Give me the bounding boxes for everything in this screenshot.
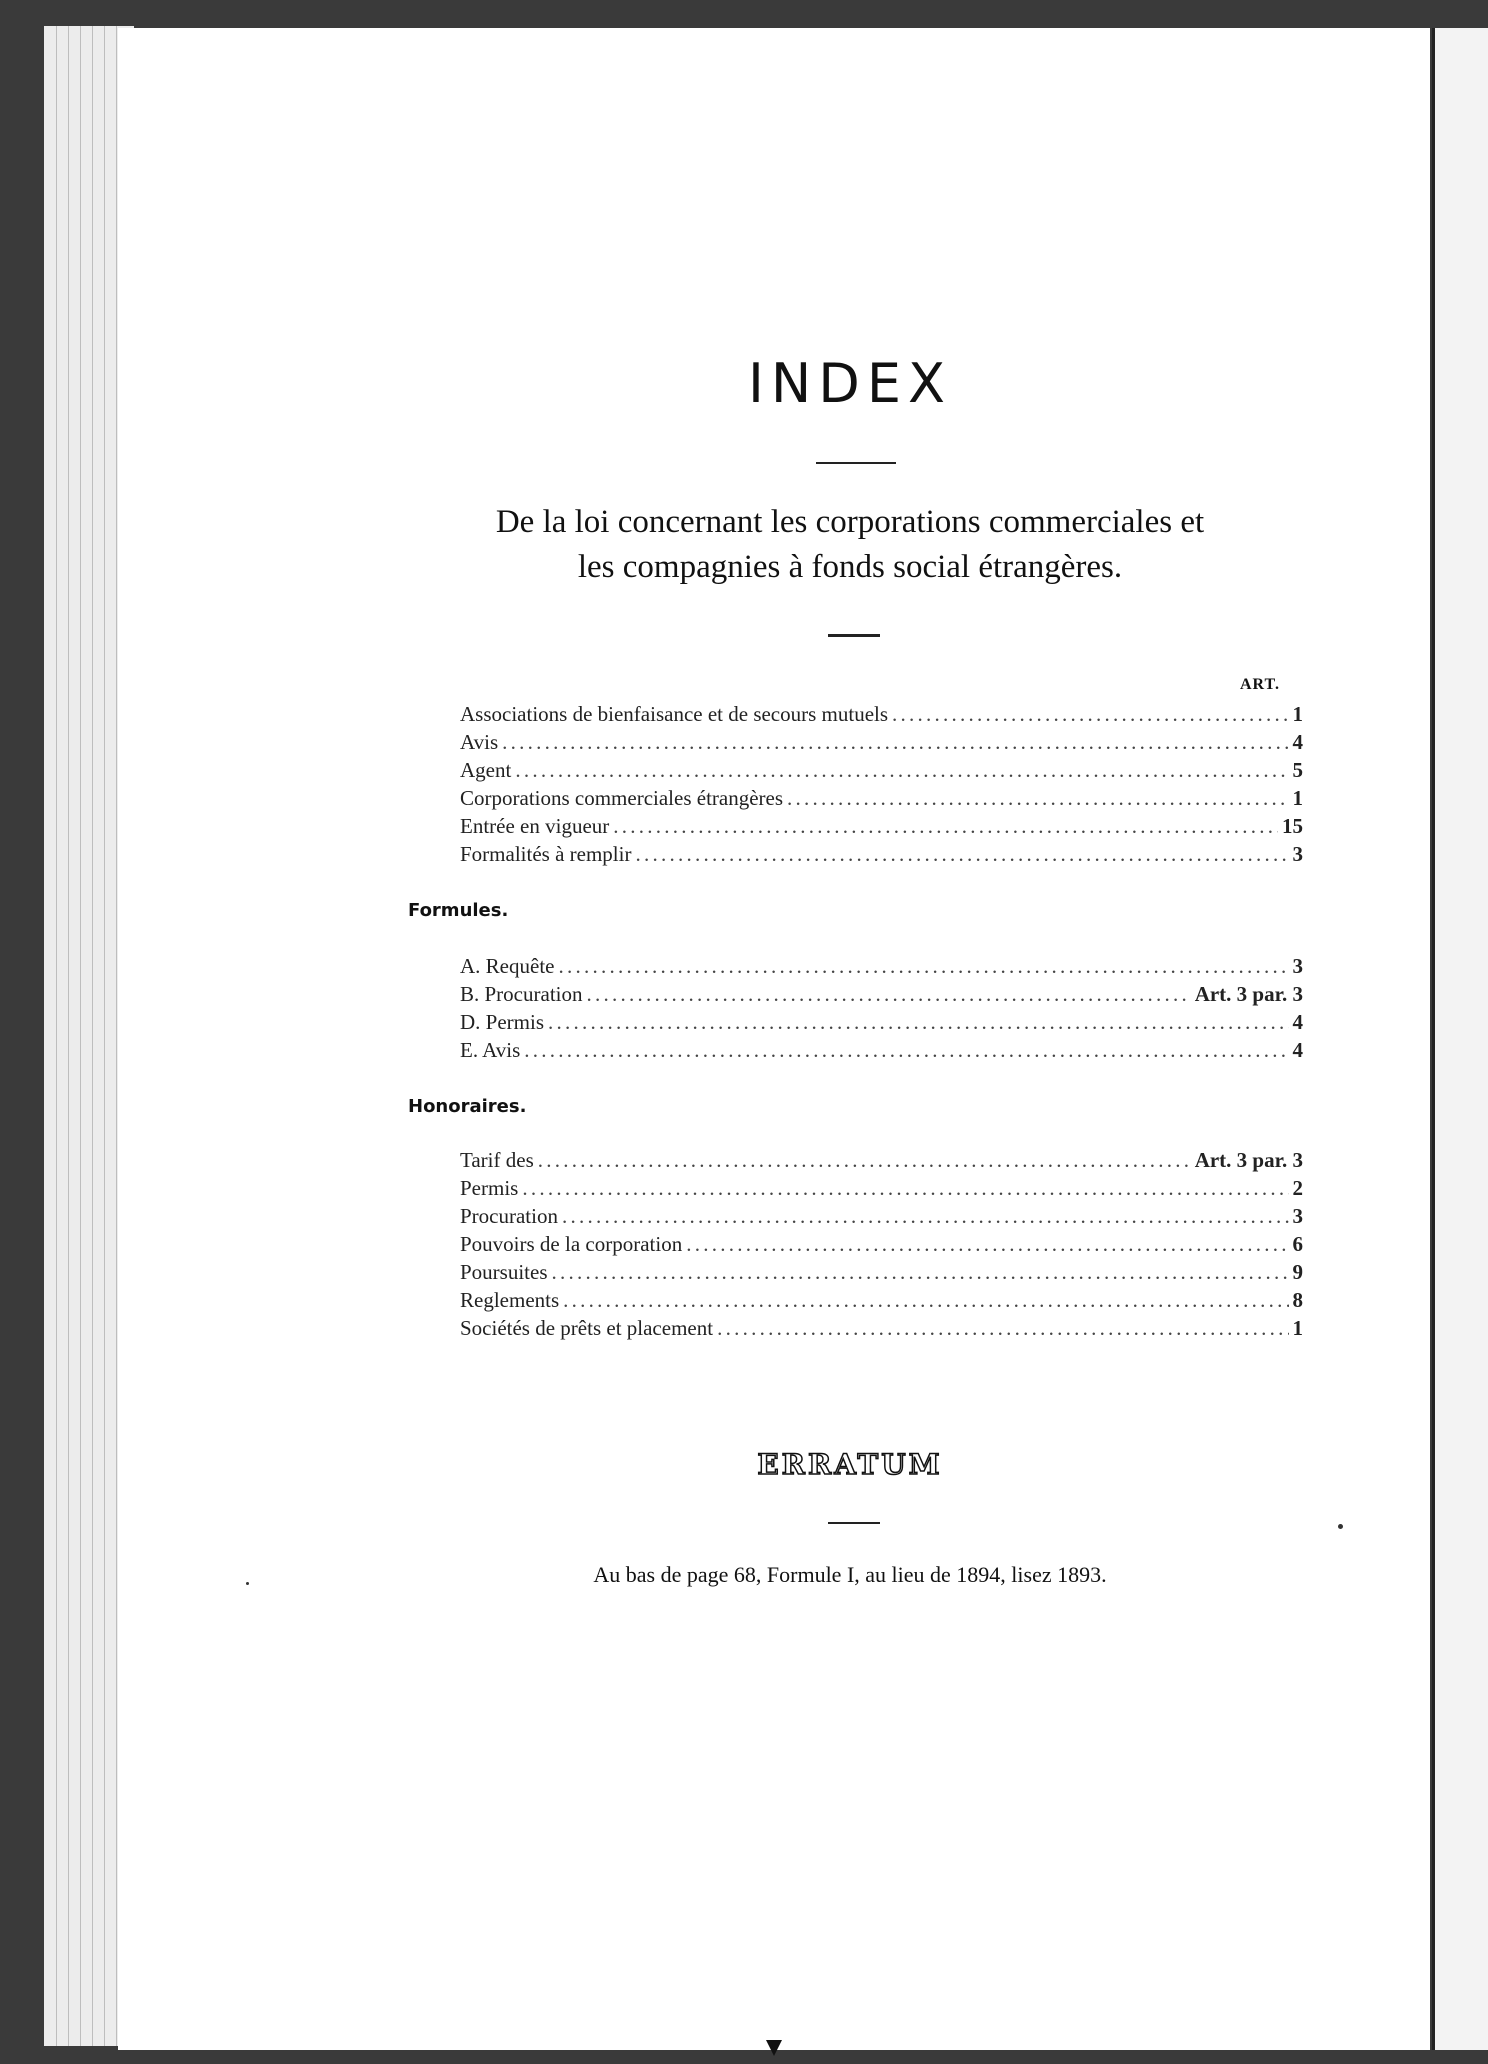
paper-speck <box>246 1582 249 1585</box>
entry-article: 5 <box>1292 758 1303 782</box>
entry-article: Art. 3 par. 3 <box>1194 1148 1303 1172</box>
page-title: INDEX <box>747 352 952 415</box>
leader-dots <box>686 1232 1288 1257</box>
index-entry <box>460 1288 1303 1316</box>
index-entry <box>460 786 1303 814</box>
entry-label: Entrée en vigueur <box>460 814 610 838</box>
leader-dots <box>586 982 1190 1007</box>
entry-article: 4 <box>1292 1038 1303 1062</box>
erratum-note: Au bas de page 68, Formule I, au lieu de 1894, lisez 1893. <box>593 1562 1107 1587</box>
entry-article: 1 <box>1292 786 1303 810</box>
leader-dots <box>522 1176 1288 1201</box>
leader-dots <box>502 730 1288 755</box>
entry-label: Sociétés de prêts et placement <box>460 1316 714 1340</box>
entry-label: Reglements <box>460 1288 560 1312</box>
subtitle <box>400 500 1300 590</box>
entry-label: Agent <box>460 758 512 782</box>
entry-article: 3 <box>1292 954 1303 978</box>
index-entry <box>460 1232 1303 1260</box>
index-entry <box>460 954 1303 982</box>
entry-label: Pouvoirs de la corporation <box>460 1232 683 1256</box>
entry-article: Art. 3 par. 3 <box>1194 982 1303 1006</box>
erratum-rule <box>828 1522 880 1524</box>
entry-label: E. Avis <box>460 1038 521 1062</box>
entry-article: 2 <box>1292 1176 1303 1200</box>
index-entry <box>460 1260 1303 1288</box>
leader-dots <box>892 702 1288 727</box>
entry-label: Formalités à remplir <box>460 842 632 866</box>
section-heading-honoraires: Honoraires. <box>408 1096 527 1117</box>
entry-label: Procuration <box>460 1204 558 1228</box>
entry-article: 4 <box>1292 730 1303 754</box>
entry-label: Poursuites <box>460 1260 548 1284</box>
index-entry <box>460 1204 1303 1232</box>
leader-dots <box>538 1148 1191 1173</box>
index-entry <box>460 1148 1303 1176</box>
entry-article: 8 <box>1292 1288 1303 1312</box>
entry-label: Avis <box>460 730 499 754</box>
art-column-header: ART. <box>1240 676 1281 693</box>
leader-dots <box>524 1038 1288 1063</box>
leader-dots <box>613 814 1278 839</box>
subtitle-rule <box>828 634 880 637</box>
entry-label: B. Procuration <box>460 982 583 1006</box>
index-entry <box>460 1010 1303 1038</box>
entry-article: 9 <box>1292 1260 1303 1284</box>
index-entry <box>460 814 1303 842</box>
index-entry <box>460 1316 1303 1344</box>
index-entry <box>460 1038 1303 1066</box>
entry-label: A. Requête <box>460 954 555 978</box>
leader-dots <box>787 786 1288 811</box>
index-entry <box>460 1176 1303 1204</box>
entry-article: 4 <box>1292 1010 1303 1034</box>
section-heading-formules: Formules. <box>408 900 509 921</box>
entry-label: Corporations commerciales étrangères <box>460 786 784 810</box>
title-rule <box>816 462 896 464</box>
index-entry <box>460 842 1303 870</box>
paper-speck <box>1338 1524 1343 1529</box>
entry-article: 1 <box>1292 702 1303 726</box>
entry-label: D. Permis <box>460 1010 544 1034</box>
entry-label: Associations de bienfaisance et de secours mutuels <box>460 702 889 726</box>
leader-dots <box>717 1316 1288 1341</box>
leader-dots <box>563 1288 1288 1313</box>
index-entry <box>460 758 1303 786</box>
leader-dots <box>558 954 1288 979</box>
entry-article: 6 <box>1292 1232 1303 1256</box>
entry-article: 1 <box>1292 1316 1303 1340</box>
entry-article: 15 <box>1282 814 1303 838</box>
erratum-heading: ERRATUM <box>757 1448 943 1481</box>
subtitle-line-1: De la loi concernant les corporations commerciales et <box>495 504 1205 540</box>
leader-dots <box>515 758 1288 783</box>
index-entry <box>460 730 1303 758</box>
leader-dots <box>562 1204 1289 1229</box>
binding-mark <box>766 2040 782 2056</box>
leader-dots <box>548 1010 1289 1035</box>
entry-label: Permis <box>460 1176 519 1200</box>
leader-dots <box>635 842 1288 867</box>
leader-dots <box>552 1260 1289 1285</box>
index-entry <box>460 702 1303 730</box>
entry-article: 3 <box>1292 842 1303 866</box>
facing-page-edge <box>1432 28 1488 2050</box>
index-entry <box>460 982 1303 1010</box>
entry-article: 3 <box>1292 1204 1303 1228</box>
subtitle-line-2: les compagnies à fonds social étrangères. <box>577 549 1123 585</box>
entry-label: Tarif des <box>460 1148 534 1172</box>
